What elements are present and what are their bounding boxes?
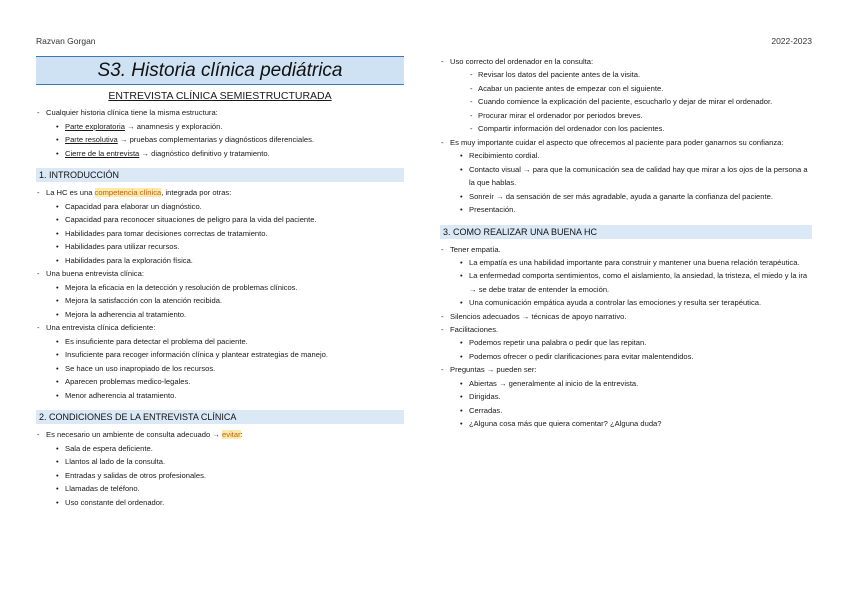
item-text: Entradas y salidas de otros profesionales. (65, 470, 206, 480)
list-level-2 (46, 120, 404, 161)
underlined-term: Parte resolutiva (65, 135, 118, 144)
item-text: Presentación. (469, 205, 516, 215)
item-text: Tener empatía. (450, 244, 501, 254)
list-item (46, 362, 404, 376)
item-text: Cerradas. (469, 405, 503, 415)
item-text: Mejora la satisfacción con la atención recibida. (65, 296, 223, 305)
list-item (450, 269, 812, 296)
item-text: Procurar mirar el ordenador por periodos breves. (478, 110, 643, 120)
item-text: → anamnesis y exploración. (124, 121, 223, 131)
item-text: → diagnóstico definitivo y tratamiento. (139, 148, 270, 158)
right-top-list (440, 55, 812, 217)
list-level-1 (36, 186, 404, 402)
list-item (36, 106, 404, 160)
list-item (450, 390, 812, 404)
section-heading: 1. INTRODUCCIÓN (36, 168, 404, 182)
list-item (46, 308, 404, 322)
item-text: La HC es una (46, 188, 95, 197)
right-column (440, 55, 812, 431)
item-text: Silencios adecuados → técnicas de apoyo narrativo. (450, 311, 627, 321)
list-item (450, 404, 812, 418)
list-item (440, 363, 812, 430)
item-text: Una buena entrevista clínica: (46, 269, 144, 278)
list-item (36, 321, 404, 402)
list-level-2 (46, 281, 404, 322)
list-level-1 (36, 106, 404, 160)
item-text: Es muy importante cuidar el aspecto que ofrecemos al paciente para poder ganarnos su confianza: (450, 137, 784, 147)
item-text: La empatía es una habilidad importante para construir y mantener una buena relación terapéutica. (469, 257, 800, 267)
list-item (46, 200, 404, 214)
item-text: Una entrevista clínica deficiente: (46, 323, 156, 332)
right-sections (440, 225, 812, 431)
list-item (46, 240, 404, 254)
section-heading: 2. CONDICIONES DE LA ENTREVISTA CLÍNICA (36, 410, 404, 424)
list-item (440, 323, 812, 363)
item-text: Mejora la adherencia al tratamiento. (65, 309, 187, 319)
item-text: Abiertas → generalmente al inicio de la entrevista. (469, 378, 639, 388)
list-item (450, 350, 812, 364)
list-item (450, 163, 812, 190)
list-item (450, 256, 812, 270)
intro-list (36, 106, 404, 160)
item-text: Acabar un paciente antes de empezar con el siguiente. (478, 83, 664, 93)
list-level-2 (46, 200, 404, 268)
list-item (450, 122, 812, 136)
item-text: Contacto visual → para que la comunicación sea de calidad hay que mirar a los ojos de la persona a la que hablas. (469, 164, 808, 188)
list-item (46, 469, 404, 483)
item-text: Uso correcto del ordenador en la consulta: (450, 57, 594, 66)
list-item (46, 335, 404, 349)
list-item (450, 203, 812, 217)
academic-year: 2022-2023 (771, 36, 812, 46)
item-text: Revisar los datos del paciente antes de la visita. (478, 70, 641, 80)
item-text: , integrada por otras: (161, 188, 232, 197)
list-level-2 (450, 377, 812, 431)
list-item (36, 267, 404, 321)
list-item (46, 348, 404, 362)
list-item (46, 120, 404, 134)
item-text: Menor adherencia al tratamiento. (65, 390, 177, 400)
list-item (440, 55, 812, 136)
list-item (36, 428, 404, 509)
item-text: Sala de espera deficiente. (65, 443, 153, 453)
item-text: Mejora la eficacia en la detección y resolución de problemas clínicos. (65, 282, 298, 292)
underlined-term: Parte exploratoria (65, 121, 125, 131)
item-text: Dirigidas. (469, 392, 501, 402)
list-item (46, 133, 404, 147)
item-text: Llamadas de teléfono. (65, 484, 140, 493)
item-text: Es insuficiente para detectar el problema del paciente. (65, 336, 248, 346)
item-text: Podemos repetir una palabra o pedir que las repitan. (469, 338, 647, 348)
item-text: Se hace un uso inapropiado de los recursos. (65, 363, 216, 373)
list-item (450, 68, 812, 82)
item-text: Habilidades para tomar decisiones correctas de tratamiento. (65, 228, 268, 238)
item-text: ¿Alguna cosa más que quiera comentar? ¿Alguna duda? (469, 419, 662, 429)
list-item (46, 147, 404, 161)
document-title: S3. Historia clínica pediátrica (36, 56, 404, 85)
item-text: Habilidades para la exploración física. (65, 255, 193, 265)
list-level-1 (36, 428, 404, 509)
list-level-1 (440, 243, 812, 431)
list-item (46, 375, 404, 389)
highlighted-term: competencia clínica (94, 188, 162, 197)
list-item (450, 296, 812, 310)
list-item (450, 82, 812, 96)
list-level-2 (450, 336, 812, 363)
item-text: Cualquier historia clínica tiene la misma estructura: (46, 108, 218, 117)
subtitle-text: ENTREVISTA CLÍNICA SEMIESTRUCTURADA (108, 90, 332, 102)
left-sections (36, 168, 404, 509)
item-text: Una comunicación empática ayuda a controlar las emociones y resulta ser terapéutica. (469, 298, 762, 308)
list-item (36, 186, 404, 267)
list-level-2 (450, 149, 812, 217)
item-text: Cuando comience la explicación del paciente, escucharlo y dejar de mirar el ordenador. (478, 97, 773, 107)
list-item (450, 149, 812, 163)
list-item (46, 455, 404, 469)
list-item (46, 482, 404, 496)
list-item (450, 95, 812, 109)
list-level-2 (46, 442, 404, 510)
item-text: Es necesario un ambiente de consulta adecuado → (46, 430, 223, 439)
section-heading: 3. COMO REALIZAR UNA BUENA HC (440, 225, 812, 239)
list-level-3 (450, 68, 812, 136)
item-text: Sonreír → da sensación de ser más agradable, ayuda a ganarte la confianza del paciente. (469, 191, 773, 201)
list-item (440, 243, 812, 310)
list-item (46, 496, 404, 510)
item-text: Insuficiente para recoger información clínica y plantear estrategias de manejo. (65, 350, 328, 359)
item-text: Facilitaciones. (450, 325, 499, 335)
list-item (46, 294, 404, 308)
item-text: La enfermedad comporta sentimientos, como el aislamiento, la ansiedad, la tristeza, el miedo y la ira → se debe tratar de entender la emoción. (469, 271, 808, 294)
item-text: Compartir información del ordenador con los pacientes. (478, 124, 665, 134)
list-item (46, 281, 404, 295)
list-item (46, 213, 404, 227)
list-item (440, 310, 812, 323)
item-text: Habilidades para utilizar recursos. (65, 242, 180, 251)
highlighted-term: evitar (222, 430, 241, 439)
list-item (46, 254, 404, 268)
item-text: → pruebas complementarias y diagnósticos diferenciales. (117, 135, 315, 144)
list-level-1 (440, 55, 812, 217)
list-item (450, 417, 812, 431)
left-column (36, 56, 404, 509)
list-level-2 (450, 256, 812, 310)
list-level-2 (46, 335, 404, 403)
list-item (450, 109, 812, 123)
list-item (450, 377, 812, 391)
document-subtitle (36, 90, 404, 102)
item-text: Preguntas → pueden ser: (450, 365, 537, 375)
item-text: : (240, 430, 243, 439)
author-name: Razvan Gorgan (36, 36, 96, 46)
item-text: Capacidad para elaborar un diagnóstico. (65, 201, 202, 211)
item-text: Capacidad para reconocer situaciones de peligro para la vida del paciente. (65, 215, 317, 224)
list-item (440, 136, 812, 217)
underlined-term: Cierre de la entrevista (65, 148, 140, 158)
list-item (46, 227, 404, 241)
list-item (46, 442, 404, 456)
item-text: Llantos al lado de la consulta. (65, 457, 166, 466)
item-text: Podemos ofrecer o pedir clarificaciones para evitar malentendidos. (469, 351, 694, 361)
list-item (450, 336, 812, 350)
item-text: Aparecen problemas medico-legales. (65, 377, 191, 386)
item-text: Uso constante del ordenador. (65, 497, 165, 507)
list-item (450, 190, 812, 204)
list-item (46, 389, 404, 403)
item-text: Recibimiento cordial. (469, 151, 540, 161)
